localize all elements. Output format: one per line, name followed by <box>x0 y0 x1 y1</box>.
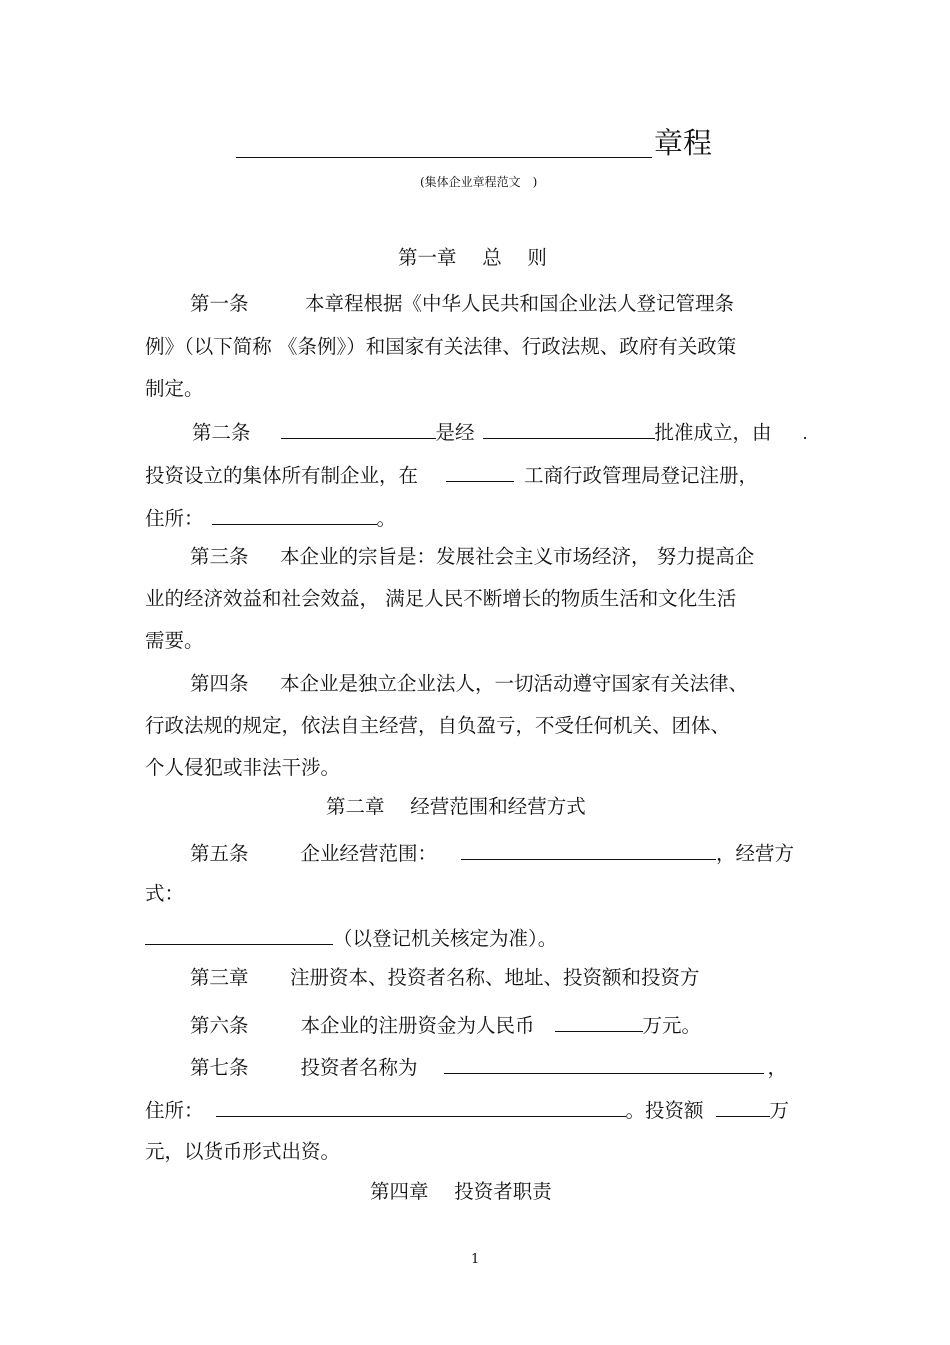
article-6-text-a: 本企业的注册资金为人民币 <box>300 1014 535 1037</box>
article-1-line-1: 本章程根据《中华人民共和国企业法人登记管理条 <box>305 292 735 315</box>
article-5-line-3-text: （以登记机关核定为准）。 <box>333 927 558 950</box>
article-6-line <box>190 1013 701 1038</box>
article-2-line-2 <box>145 463 758 488</box>
article-2-address-label: 住所： <box>145 507 204 530</box>
article-7-unit: 万 <box>769 1099 790 1122</box>
chapter-2-heading: 第二章 经营范围和经营方式 <box>326 795 586 818</box>
registered-capital-blank <box>555 1013 643 1032</box>
article-2-label-text: 第二条 <box>192 421 251 444</box>
article-4-line-3: 个人侵犯或非法干涉。 <box>145 756 341 779</box>
article-3-line-2: 业的经济效益和社会效益， 满足人民不断增长的物质生活和文化生活 <box>145 587 737 610</box>
article-6-text-b: 万元。 <box>642 1014 702 1037</box>
document-title: 章程 <box>654 126 713 160</box>
article-5-text-a: 企业经营范围： <box>300 842 438 865</box>
article-1-label: 第一条 <box>190 292 249 315</box>
article-2-line-3 <box>145 506 396 531</box>
article-5-text-b: ，经营方 <box>716 842 795 865</box>
chapter-3-heading-label: 第三章 <box>190 966 249 989</box>
article-2-line-2-b: 工商行政管理局登记注册， <box>524 464 759 487</box>
article-7-text-b: ， <box>767 1056 788 1079</box>
article-2-label <box>192 420 772 445</box>
article-7-line-3: 元，以货币形式出资。 <box>145 1140 341 1163</box>
investor-address-blank <box>216 1098 626 1117</box>
article-4-line-2: 行政法规的规定，依法自主经营，自负盈亏，不受任何机关、团体、 <box>145 714 731 737</box>
article-3-label: 第三条 <box>190 545 249 568</box>
article-6-label: 第六条 <box>190 1014 249 1037</box>
article-4-label: 第四条 <box>190 672 249 695</box>
chapter-4-heading: 第四章 投资者职责 <box>370 1180 552 1203</box>
article-5-line-1 <box>190 841 794 866</box>
business-mode-blank <box>145 926 333 945</box>
article-1-line-3: 制定。 <box>145 377 204 400</box>
business-scope-blank <box>461 841 716 860</box>
article-1-line-2: 例》（以下简称 《条例》）和国家有关法律、行政法规、政府有关政策 <box>145 335 737 358</box>
article-2-line-2-a: 投资设立的集体所有制企业，在 <box>145 464 419 487</box>
title-blank-line <box>236 157 652 158</box>
article-7-text-a: 投资者名称为 <box>300 1056 418 1079</box>
article-3-line-3: 需要。 <box>145 629 204 652</box>
article-7-line-2 <box>145 1098 789 1123</box>
article-2-line-3-end: 。 <box>376 507 397 530</box>
article-2-text-b: 批准成立，由 <box>654 421 772 444</box>
article-7-address-label: 住所： <box>145 1099 204 1122</box>
article-7-label: 第七条 <box>190 1056 249 1079</box>
approver-blank <box>483 420 655 439</box>
article-7-invest-label: 。投资额 <box>625 1099 704 1122</box>
article-2-text-a: 是经 <box>435 421 475 444</box>
investment-amount-blank <box>716 1098 770 1117</box>
address-blank <box>212 506 377 525</box>
investor-name-blank <box>444 1055 764 1074</box>
article-3-line-1: 本企业的宗旨是：发展社会主义市场经济， 努力提高企 <box>280 545 755 568</box>
registration-bureau-blank <box>446 463 514 482</box>
article-5-line-3 <box>145 926 557 951</box>
article-4-line-1: 本企业是独立企业法人，一切活动遵守国家有关法律、 <box>280 672 749 695</box>
article-7-line-1 <box>190 1055 787 1080</box>
stray-dot <box>804 437 806 439</box>
article-5-label: 第五条 <box>190 842 249 865</box>
enterprise-name-blank <box>281 420 436 439</box>
article-5-line-2: 式： <box>145 882 185 905</box>
chapter-3-heading-text: 注册资本、投资者名称、地址、投资额和投资方 <box>290 966 700 989</box>
document-subtitle: (集体企业章程范文 ) <box>420 175 538 189</box>
chapter-1-heading: 第一章 总 则 <box>398 246 547 269</box>
page-number: 1 <box>471 1252 480 1267</box>
